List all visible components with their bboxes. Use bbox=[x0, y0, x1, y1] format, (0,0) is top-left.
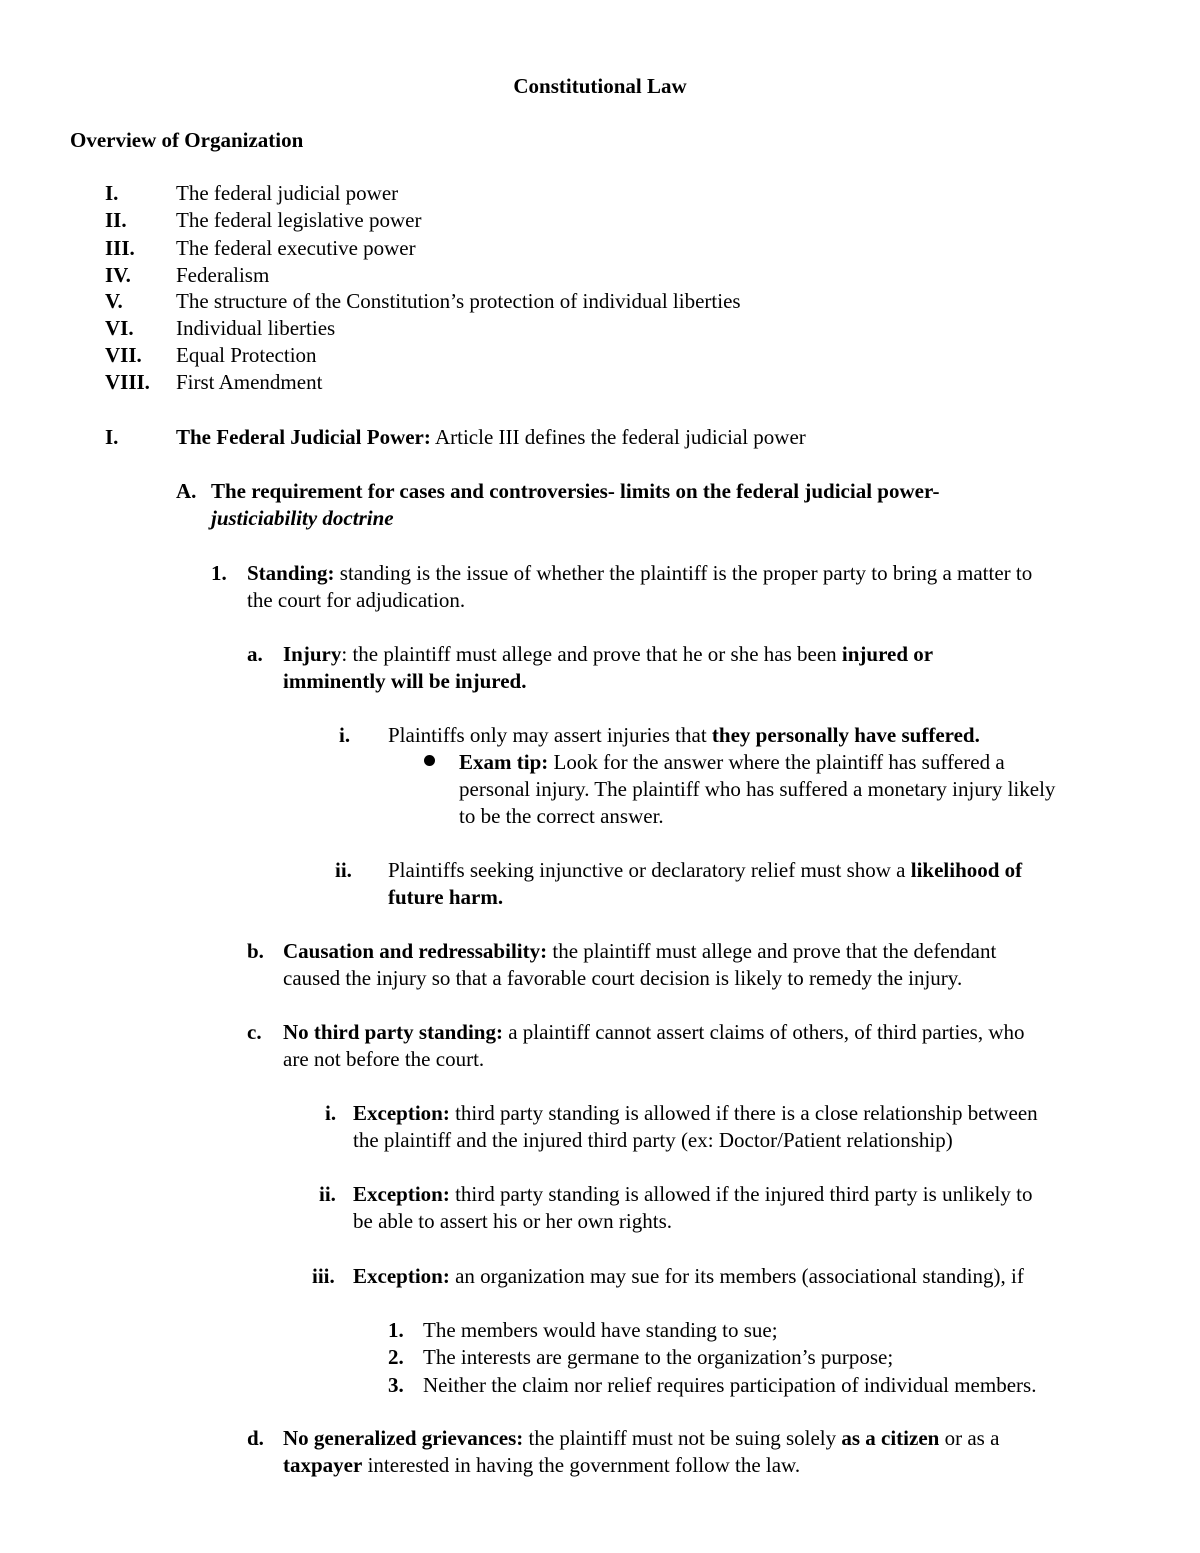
overview-item: The federal legislative power bbox=[176, 208, 422, 232]
item-roman: ii. bbox=[335, 858, 352, 882]
exception-label: Exception: bbox=[353, 1182, 450, 1206]
third-party-text: a plaintiff cannot assert claims of others, of third parties, who bbox=[502, 1020, 1025, 1044]
requirement-number: 2. bbox=[388, 1345, 404, 1369]
requirement-text: The members would have standing to sue; bbox=[423, 1318, 778, 1342]
exception-text: third party standing is allowed if the injured third party is unlikely to bbox=[449, 1182, 1033, 1206]
exam-tip-text: Look for the answer where the plaintiff has suffered a bbox=[548, 750, 1005, 774]
item-roman: i. bbox=[325, 1101, 337, 1125]
future-harm-text: Plaintiffs seeking injunctive or declaratory relief must show a bbox=[388, 858, 911, 882]
section-heading-text: Article III defines the federal judicial power bbox=[430, 425, 806, 449]
generalized-grievances-text: the plaintiff must not be suing solely bbox=[523, 1426, 842, 1450]
section-heading-label: The Federal Judicial Power: bbox=[176, 425, 431, 449]
overview-number: V. bbox=[105, 289, 123, 313]
item-roman: i. bbox=[339, 723, 351, 747]
overview-number: VI. bbox=[105, 316, 134, 340]
exception-item bbox=[353, 1100, 1038, 1154]
standing-label: Standing: bbox=[247, 561, 335, 585]
requirement-text: The interests are germane to the organization’s purpose; bbox=[423, 1345, 894, 1369]
overview-item: Individual liberties bbox=[176, 316, 336, 340]
generalized-grievances-text-cont: interested in having the government follow the law. bbox=[362, 1453, 801, 1477]
standing-item bbox=[247, 560, 1032, 614]
personal-injury-text: Plaintiffs only may assert injuries that bbox=[388, 723, 712, 747]
standing-text-cont: the court for adjudication. bbox=[247, 588, 466, 612]
taxpayer-bold: taxpayer bbox=[283, 1453, 363, 1477]
item-number: 1. bbox=[211, 561, 227, 585]
document-title: Constitutional Law bbox=[513, 74, 687, 98]
exception-label: Exception: bbox=[353, 1264, 450, 1288]
overview-item: First Amendment bbox=[176, 370, 323, 394]
overview-item: The federal judicial power bbox=[176, 181, 399, 205]
causation-item bbox=[283, 938, 996, 992]
requirement-number: 1. bbox=[388, 1318, 404, 1342]
requirement-number: 3. bbox=[388, 1373, 404, 1397]
causation-text-cont: caused the injury so that a favorable court decision is likely to remedy the injury. bbox=[283, 966, 963, 990]
exam-tip bbox=[459, 749, 1055, 830]
exception-text: an organization may sue for its members (associational standing), if bbox=[449, 1264, 1024, 1288]
personal-injury-item bbox=[388, 722, 980, 749]
future-harm-bold: likelihood of bbox=[910, 858, 1023, 882]
future-harm-bold-cont: future harm. bbox=[388, 885, 504, 909]
injury-item bbox=[283, 641, 933, 695]
exam-tip-text-cont: to be the correct answer. bbox=[459, 804, 664, 828]
item-roman: iii. bbox=[312, 1264, 335, 1288]
third-party-text-cont: are not before the court. bbox=[283, 1047, 485, 1071]
item-letter: c. bbox=[247, 1020, 262, 1044]
exception-text: third party standing is allowed if there is a close relationship between bbox=[449, 1101, 1038, 1125]
generalized-grievances-item bbox=[283, 1425, 999, 1479]
item-letter: b. bbox=[247, 939, 264, 963]
overview-item: Federalism bbox=[176, 263, 270, 287]
overview-number: II. bbox=[105, 208, 127, 232]
subsection-heading bbox=[211, 478, 940, 532]
item-letter: d. bbox=[247, 1426, 264, 1450]
item-letter: a. bbox=[247, 642, 263, 666]
injury-text: : the plaintiff must allege and prove that he or she has been bbox=[341, 642, 842, 666]
injury-bold: injured or bbox=[841, 642, 934, 666]
overview-number: VII. bbox=[105, 343, 142, 367]
standing-text: standing is the issue of whether the plaintiff is the proper party to bring a matter to bbox=[334, 561, 1033, 585]
injury-bold-cont: imminently will be injured. bbox=[283, 669, 527, 693]
exception-item bbox=[353, 1263, 1024, 1290]
item-roman: ii. bbox=[319, 1182, 336, 1206]
overview-heading: Overview of Organization bbox=[70, 128, 304, 152]
generalized-grievances-label: No generalized grievances: bbox=[283, 1426, 524, 1450]
personal-injury-bold: they personally have suffered. bbox=[711, 723, 980, 747]
section-heading bbox=[176, 424, 806, 451]
subsection-heading-line1: The requirement for cases and controversies- limits on the federal judicial power- bbox=[211, 479, 940, 503]
requirement-text: Neither the claim nor relief requires participation of individual members. bbox=[423, 1373, 1037, 1397]
subsection-number: A. bbox=[176, 479, 197, 503]
causation-label: Causation and redressability: bbox=[283, 939, 548, 963]
exception-item bbox=[353, 1181, 1032, 1235]
overview-item: The federal executive power bbox=[176, 236, 416, 260]
bullet-icon bbox=[424, 755, 435, 766]
generalized-grievances-text: or as a bbox=[939, 1426, 1000, 1450]
causation-text: the plaintiff must allege and prove that the defendant bbox=[547, 939, 997, 963]
exception-text-cont: the plaintiff and the injured third party (ex: Doctor/Patient relationship) bbox=[353, 1128, 953, 1152]
overview-number: I. bbox=[105, 181, 119, 205]
third-party-item bbox=[283, 1019, 1025, 1073]
exception-text-cont: be able to assert his or her own rights. bbox=[353, 1209, 673, 1233]
overview-number: III. bbox=[105, 236, 135, 260]
overview-number: IV. bbox=[105, 263, 131, 287]
exam-tip-label: Exam tip: bbox=[459, 750, 549, 774]
future-harm-item bbox=[388, 857, 1022, 911]
exception-label: Exception: bbox=[353, 1101, 450, 1125]
citizen-bold: as a citizen bbox=[841, 1426, 940, 1450]
third-party-label: No third party standing: bbox=[283, 1020, 503, 1044]
overview-number: VIII. bbox=[105, 370, 150, 394]
exam-tip-text-cont: personal injury. The plaintiff who has suffered a monetary injury likely bbox=[459, 777, 1056, 801]
subsection-heading-line2: justiciability doctrine bbox=[211, 506, 394, 530]
overview-item: Equal Protection bbox=[176, 343, 317, 367]
section-number: I. bbox=[105, 425, 119, 449]
overview-item: The structure of the Constitution’s protection of individual liberties bbox=[176, 289, 741, 313]
injury-label: Injury bbox=[283, 642, 342, 666]
